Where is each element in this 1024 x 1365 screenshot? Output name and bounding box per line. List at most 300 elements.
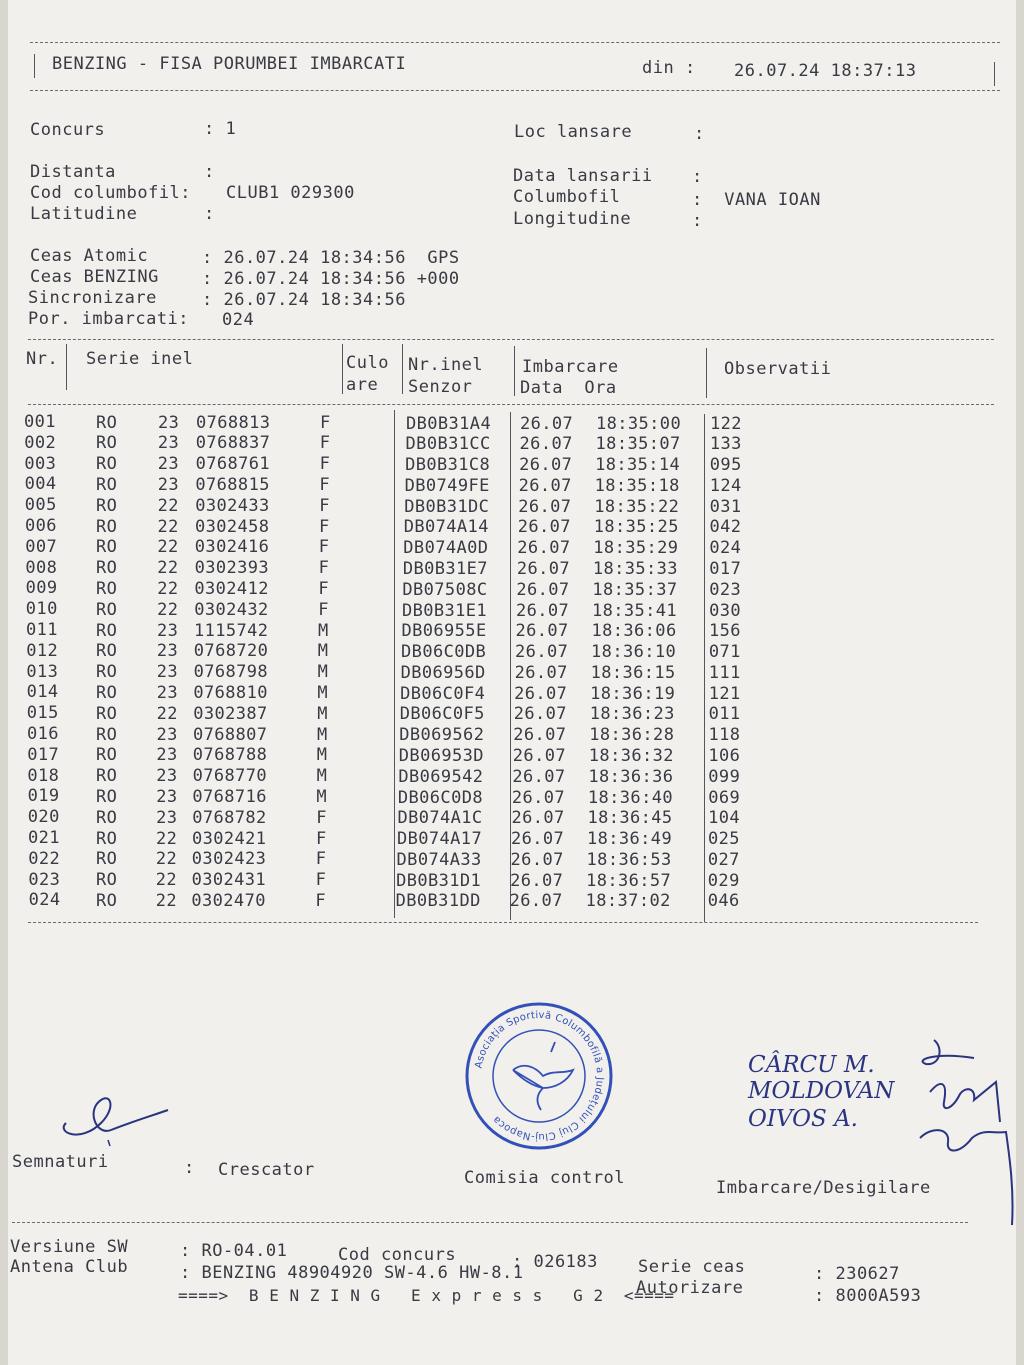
col-divider: [514, 346, 515, 396]
cell-tara: RO: [96, 516, 118, 537]
cell-nr: 011: [26, 620, 58, 640]
longitudine-value: :: [692, 211, 703, 231]
cell-data: 26.07: [510, 870, 564, 891]
cell-data: 26.07: [515, 642, 569, 663]
table-header-bottom-border: [28, 404, 994, 405]
table-row: [8, 662, 1008, 683]
table-bottom-border: [28, 922, 978, 923]
footer-top-border: [12, 1222, 968, 1223]
porumbei-imbarcati-label: Por. imbarcati:: [28, 309, 190, 329]
cell-senzor: DB0B31D1: [396, 870, 482, 891]
versiune-sw-label: Versiune SW: [10, 1237, 129, 1257]
cell-inel: 1115742: [194, 620, 269, 641]
svg-text:OIVOS A.: OIVOS A.: [748, 1106, 858, 1132]
cell-nr: 020: [27, 807, 60, 828]
cell-nr: 002: [24, 432, 57, 453]
sincronizare-value: : 26.07.24 18:34:56: [202, 290, 406, 310]
svg-text:Asociația Sportivă Columbofilă: Asociația Sportivă Columbofilă a Județului Cluj Cluj-Napoca: [473, 1009, 606, 1143]
cell-ora: 18:36:28: [589, 725, 675, 746]
cell-data: 26.07: [518, 475, 572, 496]
col-divider: [342, 344, 343, 394]
cell-sex: F: [318, 578, 330, 599]
table-row: [8, 454, 1008, 475]
cell-nr: 021: [28, 828, 60, 848]
table-row: [8, 537, 1008, 558]
header-right-border: [994, 62, 995, 86]
ceas-benzing-value: : 26.07.24 18:34:56 +000: [202, 269, 460, 289]
header-top-border: [30, 42, 1000, 43]
cell-ora: 18:36:40: [587, 787, 673, 808]
cell-sex: F: [318, 599, 329, 620]
serie-ceas-value: : 230627: [814, 1264, 900, 1284]
cell-obs: 121: [708, 683, 741, 704]
table-row: [8, 724, 1008, 745]
cell-nr: 004: [24, 474, 57, 495]
table-row: [8, 807, 1008, 828]
col-header-serie-inel: Serie inel: [86, 349, 194, 369]
cell-inel: 0768761: [195, 454, 271, 475]
cell-nr: 003: [24, 453, 57, 474]
cell-sex: F: [319, 474, 331, 495]
cell-sex: M: [317, 724, 328, 745]
cell-tara: RO: [96, 495, 118, 516]
cell-data: 26.07: [514, 683, 568, 704]
col-header-nr-inel-1: Nr.inel: [408, 355, 484, 375]
cell-tara: RO: [96, 870, 118, 891]
col-header-observatii: Observatii: [724, 359, 832, 379]
cell-tara: RO: [96, 641, 118, 662]
cell-inel: 0302412: [194, 578, 269, 599]
cell-tara: RO: [96, 786, 118, 807]
cell-data: 26.07: [509, 891, 563, 912]
imbarcare-desigilare-label: Imbarcare/Desigilare: [716, 1178, 931, 1198]
cell-senzor: DB0B31E1: [401, 600, 488, 621]
table-row: [8, 433, 1008, 454]
cell-ora: 18:35:37: [592, 579, 678, 600]
cell-data: 26.07: [512, 766, 566, 787]
cell-an: 23: [156, 807, 178, 828]
cell-inel: 0768837: [195, 433, 271, 454]
columbofil-value: : VANA IOAN: [692, 190, 821, 210]
cell-inel: 0302421: [192, 828, 267, 849]
semnaturi-label: Semnaturi: [12, 1152, 109, 1172]
cell-an: 23: [157, 620, 179, 641]
semnaturi-colon: :: [184, 1158, 195, 1178]
report-title: BENZING - FISA PORUMBEI IMBARCATI: [52, 54, 407, 74]
table-row: [8, 578, 1008, 599]
cell-senzor: DB07508C: [402, 579, 488, 600]
col-header-culoare-2: are: [346, 375, 379, 395]
antena-club-value: : BENZING 48904920 SW-4.6 HW-8.1: [180, 1263, 524, 1283]
cell-an: 23: [156, 641, 179, 662]
cell-sex: F: [316, 807, 327, 828]
cell-sex: F: [320, 412, 331, 433]
cell-sex: M: [316, 745, 328, 766]
col-header-nr-inel-2: Senzor: [408, 377, 473, 397]
cell-data: 26.07: [513, 725, 567, 746]
cell-inel: 0302423: [191, 849, 267, 870]
cell-tara: RO: [96, 454, 118, 475]
cell-data: 26.07: [514, 662, 568, 683]
col-divider: [706, 348, 707, 398]
cell-an: 23: [156, 745, 178, 766]
cell-an: 23: [158, 412, 180, 433]
cell-nr: 010: [25, 599, 58, 620]
cell-senzor: DB074A33: [396, 849, 482, 870]
cell-ora: 18:36:36: [588, 766, 674, 787]
cell-data: 26.07: [518, 496, 572, 517]
club-stamp: [463, 1000, 615, 1152]
cell-obs: 111: [708, 662, 741, 683]
cell-senzor: DB0B31CC: [405, 434, 491, 455]
din-value: 26.07.24 18:37:13: [734, 61, 917, 81]
col-divider: [402, 344, 403, 394]
cell-data: 26.07: [515, 600, 570, 621]
cell-inel: 0768807: [193, 724, 268, 745]
versiune-sw-value: : RO-04.01: [180, 1241, 288, 1261]
cell-senzor: DB0B31DD: [395, 891, 481, 912]
cell-data: 26.07: [517, 517, 571, 538]
cell-an: 23: [157, 433, 180, 454]
latitudine-value: :: [204, 204, 215, 224]
cell-inel: 0768815: [195, 474, 270, 495]
distanta-label: Distanta: [30, 162, 116, 182]
cell-inel: 0768813: [196, 412, 271, 433]
cell-tara: RO: [96, 828, 118, 849]
cell-senzor: DB074A1C: [397, 808, 483, 829]
cell-an: 22: [157, 537, 179, 558]
porumbei-imbarcati-value: 024: [222, 310, 255, 330]
cell-inel: 0302458: [195, 516, 270, 537]
cell-tara: RO: [96, 724, 118, 745]
cell-an: 22: [157, 578, 179, 599]
cell-obs: 042: [709, 517, 742, 538]
cod-concurs-value: : 026183: [512, 1252, 598, 1272]
cell-obs: 024: [709, 538, 742, 559]
cell-obs: 156: [709, 621, 741, 642]
cell-obs: 023: [709, 579, 742, 600]
cell-an: 23: [156, 662, 179, 683]
cell-ora: 18:36:19: [590, 683, 676, 704]
cell-obs: 133: [709, 434, 742, 455]
col-divider: [66, 344, 67, 390]
cell-data: 26.07: [519, 455, 573, 476]
header-bottom-border: [30, 90, 1000, 91]
cell-obs: 029: [707, 870, 740, 891]
crescator-signature: [56, 1088, 176, 1148]
cell-an: 22: [156, 828, 178, 849]
cell-tara: RO: [96, 766, 118, 787]
cell-nr: 024: [28, 890, 61, 911]
cell-an: 23: [157, 454, 180, 475]
cell-data: 26.07: [515, 621, 569, 642]
din-label: din :: [642, 58, 696, 78]
col-header-nr: Nr.: [26, 349, 59, 369]
cell-nr: 019: [27, 786, 60, 807]
cell-sex: M: [317, 682, 329, 703]
cell-inel: 0302470: [191, 890, 266, 911]
cell-an: 23: [156, 682, 178, 703]
table-row: [8, 558, 1008, 579]
cell-ora: 18:35:07: [595, 434, 681, 455]
cell-data: 26.07: [511, 787, 566, 808]
columbofil-label: Columbofil: [513, 187, 621, 207]
cell-tara: RO: [96, 558, 118, 579]
cell-nr: 023: [28, 869, 61, 890]
svg-text:MOLDOVAN: MOLDOVAN: [748, 1078, 895, 1104]
cell-tara: RO: [96, 807, 118, 828]
longitudine-label: Longitudine: [513, 209, 632, 229]
cell-nr: 005: [24, 495, 57, 516]
cell-sex: F: [315, 870, 327, 891]
cell-sex: F: [318, 558, 330, 579]
ceas-atomic-label: Ceas Atomic: [30, 246, 149, 266]
loc-lansare-value: :: [694, 124, 705, 144]
cell-ora: 18:36:57: [586, 870, 672, 891]
benzing-express-line: ====> B E N Z I N G E x p r e s s G 2 <====: [178, 1286, 675, 1305]
cell-data: 26.07: [510, 849, 564, 870]
ceas-atomic-value: : 26.07.24 18:34:56 GPS: [202, 248, 460, 268]
table-row: [8, 745, 1008, 766]
concurs-label: Concurs: [30, 120, 106, 140]
table-row: [8, 890, 1008, 911]
cell-sex: F: [318, 537, 330, 558]
cell-senzor: DB069542: [398, 766, 484, 787]
cell-sex: F: [315, 890, 327, 911]
cell-obs: 011: [708, 704, 741, 725]
cell-nr: 007: [25, 536, 58, 557]
cell-inel: 0768788: [192, 745, 268, 766]
cell-senzor: DB0B31DC: [404, 496, 490, 517]
cell-senzor: DB069562: [399, 725, 485, 746]
cell-data: 26.07: [512, 745, 566, 766]
col-header-culoare-1: Culo: [346, 353, 389, 373]
cell-an: 23: [157, 474, 179, 495]
cell-ora: 18:35:14: [595, 455, 681, 476]
cell-an: 22: [155, 849, 178, 870]
cell-tara: RO: [96, 849, 118, 870]
cell-sex: M: [317, 662, 329, 683]
cell-obs: 099: [708, 766, 741, 787]
latitudine-label: Latitudine: [30, 204, 138, 224]
cell-an: 23: [156, 766, 178, 787]
cell-obs: 122: [710, 413, 742, 434]
cell-senzor: DB06C0F5: [399, 704, 485, 725]
cell-inel: 0302387: [193, 703, 268, 724]
cell-inel: 0768798: [193, 662, 269, 683]
cell-an: 23: [156, 724, 178, 745]
cell-ora: 18:36:15: [590, 662, 676, 683]
cell-data: 26.07: [517, 538, 571, 559]
cell-senzor: DB074A17: [397, 829, 483, 850]
cell-obs: 106: [708, 745, 741, 766]
report-sheet: [8, 0, 1016, 1365]
col-divider: [394, 410, 395, 918]
cell-senzor: DB074A14: [403, 517, 489, 538]
cell-ora: 18:36:53: [586, 849, 672, 870]
table-row: [8, 620, 1008, 641]
cell-tara: RO: [96, 703, 118, 724]
sincronizare-label: Sincronizare: [28, 288, 157, 308]
cod-concurs-label: Cod concurs: [338, 1245, 457, 1265]
cell-senzor: DB06953D: [398, 745, 484, 766]
cell-nr: 001: [24, 412, 56, 432]
cell-inel: 0302432: [194, 599, 269, 620]
cell-obs: 046: [707, 891, 740, 912]
cell-an: 22: [157, 495, 179, 516]
cell-inel: 0768810: [193, 682, 268, 703]
cell-sex: F: [315, 849, 327, 870]
cell-sex: M: [317, 641, 329, 662]
svg-text:CÂRCU M.: CÂRCU M.: [748, 1052, 875, 1078]
cell-tara: RO: [96, 412, 118, 433]
cell-ora: 18:35:29: [593, 538, 679, 559]
cell-inel: 0768720: [193, 641, 269, 662]
cell-inel: 0302416: [194, 537, 270, 558]
cell-nr: 009: [25, 578, 58, 599]
cell-senzor: DB0B31E7: [402, 558, 488, 579]
col-header-imbarcare-1: Imbarcare: [522, 357, 619, 377]
cell-senzor: DB06955E: [401, 621, 487, 642]
cell-tara: RO: [96, 745, 118, 766]
cell-obs: 124: [709, 475, 742, 496]
cell-obs: 069: [708, 787, 741, 808]
cell-tara: RO: [96, 662, 118, 683]
cell-ora: 18:36:23: [589, 704, 675, 725]
cell-ora: 18:35:33: [592, 558, 678, 579]
table-row: [8, 870, 1008, 891]
cell-inel: 0302393: [194, 558, 270, 579]
cell-inel: 0302431: [191, 870, 267, 891]
cell-tara: RO: [96, 682, 118, 703]
autorizare-value: : 8000A593: [814, 1286, 922, 1306]
cell-sex: F: [319, 454, 331, 475]
cell-sex: M: [318, 620, 329, 641]
cell-obs: 027: [707, 849, 740, 870]
cell-obs: 025: [708, 829, 740, 850]
cell-an: 23: [156, 786, 178, 807]
cell-nr: 006: [25, 516, 57, 536]
cell-ora: 18:36:45: [587, 808, 673, 829]
antena-club-label: Antena Club: [10, 1257, 129, 1277]
distanta-value: :: [204, 162, 215, 182]
cell-data: 26.07: [520, 413, 574, 434]
cell-data: 26.07: [516, 558, 571, 579]
cell-inel: 0768782: [192, 807, 267, 828]
cell-ora: 18:35:41: [591, 600, 678, 621]
cell-obs: 118: [708, 725, 741, 746]
concurs-value: : 1: [204, 119, 237, 139]
imbarcare-signatures: [744, 1030, 1014, 1230]
col-header-imbarcare-2: Data Ora: [520, 378, 617, 398]
cell-senzor: DB074A0D: [403, 538, 489, 559]
crescator-label: Crescator: [218, 1160, 315, 1180]
cell-an: 22: [155, 890, 177, 911]
data-lansarii-label: Data lansarii: [513, 166, 653, 186]
table-row: [8, 786, 1008, 807]
cell-nr: 022: [28, 848, 61, 869]
cell-sex: M: [317, 703, 328, 724]
table-row: [8, 412, 1008, 433]
cell-sex: F: [319, 433, 331, 454]
cell-tara: RO: [96, 433, 118, 454]
cell-ora: 18:36:06: [591, 621, 677, 642]
table-row: [8, 766, 1008, 787]
cell-ora: 18:36:32: [588, 745, 674, 766]
cell-nr: 016: [27, 724, 59, 744]
data-lansarii-value: :: [692, 167, 703, 187]
cell-obs: 030: [709, 600, 741, 621]
cell-tara: RO: [96, 620, 118, 641]
cell-inel: 0768716: [192, 786, 267, 807]
cell-tara: RO: [96, 537, 118, 558]
cell-tara: RO: [96, 599, 118, 620]
table-row: [8, 641, 1008, 662]
cell-tara: RO: [96, 578, 118, 599]
comisia-control-label: Comisia control: [464, 1168, 626, 1188]
autorizare-label: Autorizare: [636, 1278, 744, 1298]
cell-ora: 18:35:25: [593, 517, 679, 538]
cell-obs: 031: [709, 496, 742, 517]
table-row: [8, 849, 1008, 870]
cell-data: 26.07: [519, 434, 573, 455]
cell-ora: 18:35:00: [596, 413, 682, 434]
cell-senzor: DB06C0DB: [401, 642, 487, 663]
table-header-top-border: [28, 339, 994, 340]
col-divider: [510, 412, 511, 920]
cell-obs: 017: [709, 558, 742, 579]
table-row: [8, 495, 1008, 516]
cell-ora: 18:35:22: [594, 496, 680, 517]
cell-nr: 008: [25, 557, 58, 578]
cell-senzor: DB06C0F4: [400, 683, 486, 704]
table-row: [8, 828, 1008, 849]
loc-lansare-label: Loc lansare: [514, 122, 633, 142]
cell-tara: RO: [96, 474, 118, 495]
cell-inel: 0302433: [195, 495, 270, 516]
cell-sex: M: [316, 786, 328, 807]
table-row: [8, 703, 1008, 724]
cell-sex: M: [316, 766, 328, 787]
cell-tara: RO: [96, 890, 118, 911]
cell-ora: 18:36:49: [587, 829, 673, 850]
cell-nr: 013: [26, 661, 59, 682]
table-row: [8, 474, 1008, 495]
table-row: [8, 599, 1008, 620]
cell-sex: F: [316, 828, 327, 849]
cell-nr: 018: [27, 765, 60, 786]
col-divider: [704, 414, 705, 922]
cell-senzor: DB06956D: [400, 662, 486, 683]
cell-an: 22: [155, 870, 178, 891]
cell-senzor: DB06C0D8: [397, 787, 483, 808]
cell-an: 22: [157, 599, 179, 620]
cell-an: 22: [157, 516, 179, 537]
cell-obs: 071: [708, 642, 741, 663]
cell-nr: 017: [27, 744, 60, 765]
cell-nr: 012: [26, 640, 59, 661]
cell-ora: 18:37:02: [585, 891, 671, 912]
cell-senzor: DB0B31A4: [406, 413, 492, 434]
cell-ora: 18:35:18: [594, 475, 680, 496]
cell-data: 26.07: [516, 579, 570, 600]
cell-senzor: DB0B31C8: [405, 455, 491, 476]
cell-nr: 014: [26, 682, 59, 703]
table-row: [8, 682, 1008, 703]
cell-ora: 18:36:10: [591, 642, 677, 663]
header-left-border: [34, 54, 35, 78]
cell-an: 22: [157, 558, 179, 579]
